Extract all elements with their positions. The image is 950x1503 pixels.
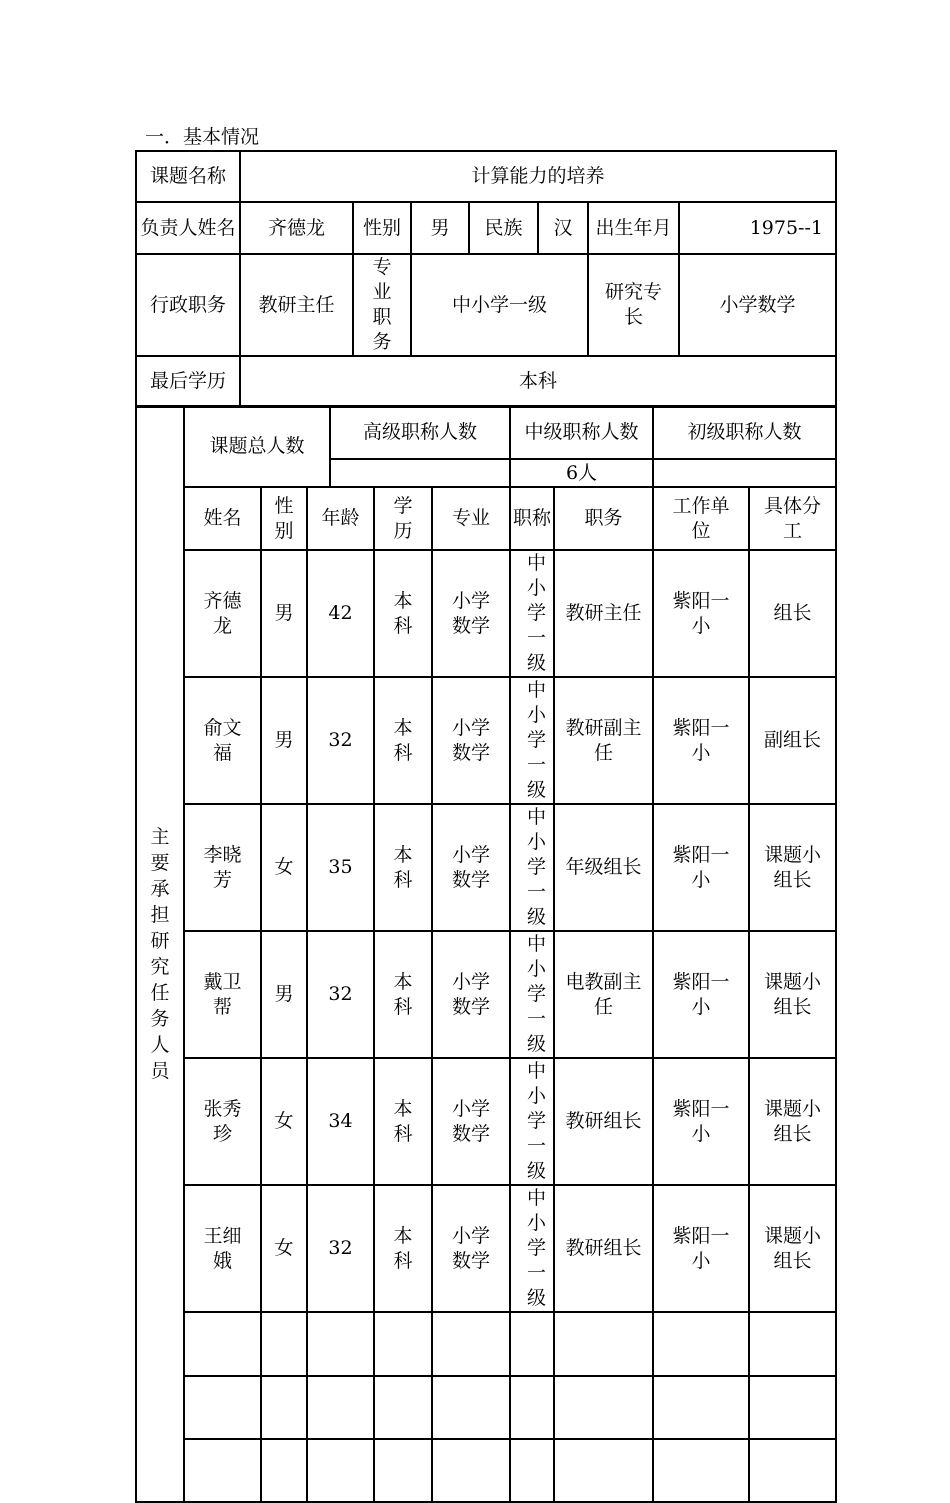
member-edu: 本科 xyxy=(374,804,432,931)
member-edu: 本科 xyxy=(374,1185,432,1312)
member-role: 课题小组长 xyxy=(749,1185,836,1312)
member-age: 42 xyxy=(307,550,374,677)
senior-label: 高级职称人数 xyxy=(330,406,510,459)
total-label: 课题总人数 xyxy=(184,406,330,487)
member-age: 35 xyxy=(307,804,374,931)
member-major: 小学数学 xyxy=(432,804,510,931)
member-gender: 男 xyxy=(261,677,307,804)
birth-value: 1975--1 xyxy=(679,202,836,254)
col-header-title: 职称 xyxy=(510,487,554,550)
topic-label: 课题名称 xyxy=(136,151,240,202)
member-post: 教研组长 xyxy=(554,1185,653,1312)
member-age: 32 xyxy=(307,931,374,1058)
member-role: 组长 xyxy=(749,550,836,677)
col-header-role: 具体分工 xyxy=(749,487,836,550)
table-row xyxy=(136,550,836,677)
prof-title-value: 中小学一级 xyxy=(411,254,588,356)
member-unit: 紫阳一小 xyxy=(653,550,749,677)
col-header-post: 职务 xyxy=(554,487,653,550)
table-row xyxy=(136,1185,836,1312)
member-name: 齐德龙 xyxy=(184,550,261,677)
empty-row xyxy=(136,1439,836,1502)
col-header-major: 专业 xyxy=(432,487,510,550)
gender-value: 男 xyxy=(411,202,469,254)
edu-value: 本科 xyxy=(240,356,836,407)
team-side-label: 主要承担研究任务人员 xyxy=(136,406,184,1502)
member-major: 小学数学 xyxy=(432,1185,510,1312)
table-row xyxy=(136,1058,836,1185)
member-name: 俞文福 xyxy=(184,677,261,804)
member-name: 李晓芳 xyxy=(184,804,261,931)
member-unit: 紫阳一小 xyxy=(653,804,749,931)
table-row xyxy=(136,931,836,1058)
empty-row xyxy=(136,1312,836,1376)
member-edu: 本科 xyxy=(374,677,432,804)
member-name: 张秀珍 xyxy=(184,1058,261,1185)
junior-value xyxy=(653,459,836,487)
member-name: 王细娥 xyxy=(184,1185,261,1312)
table-row xyxy=(136,677,836,804)
member-role: 副组长 xyxy=(749,677,836,804)
member-gender: 男 xyxy=(261,931,307,1058)
birth-label: 出生年月 xyxy=(588,202,679,254)
member-edu: 本科 xyxy=(374,550,432,677)
member-role: 课题小组长 xyxy=(749,804,836,931)
specialty-label: 研究专长 xyxy=(588,254,679,356)
member-gender: 男 xyxy=(261,550,307,677)
member-gender: 女 xyxy=(261,1185,307,1312)
member-gender: 女 xyxy=(261,804,307,931)
member-unit: 紫阳一小 xyxy=(653,931,749,1058)
col-header-name: 姓名 xyxy=(184,487,261,550)
table-row xyxy=(136,804,836,931)
member-post: 教研副主任 xyxy=(554,677,653,804)
member-post: 电教副主任 xyxy=(554,931,653,1058)
member-post: 教研组长 xyxy=(554,1058,653,1185)
prof-title-label: 专业职务 xyxy=(353,254,411,356)
team-table xyxy=(135,405,837,1503)
member-gender: 女 xyxy=(261,1058,307,1185)
member-age: 32 xyxy=(307,677,374,804)
member-edu: 本科 xyxy=(374,1058,432,1185)
member-post: 教研主任 xyxy=(554,550,653,677)
topic-value: 计算能力的培养 xyxy=(240,151,836,202)
member-unit: 紫阳一小 xyxy=(653,1058,749,1185)
member-unit: 紫阳一小 xyxy=(653,1185,749,1312)
member-title: 中小学一级 xyxy=(510,677,554,804)
edu-label: 最后学历 xyxy=(136,356,240,407)
member-major: 小学数学 xyxy=(432,677,510,804)
member-role: 课题小组长 xyxy=(749,1058,836,1185)
team-header-row xyxy=(136,487,836,550)
ethnic-value: 汉 xyxy=(538,202,588,254)
gender-label: 性别 xyxy=(353,202,411,254)
member-post: 年级组长 xyxy=(554,804,653,931)
admin-label: 行政职务 xyxy=(136,254,240,356)
leader-value: 齐德龙 xyxy=(240,202,353,254)
basic-info-table xyxy=(135,150,837,408)
member-title: 中小学一级 xyxy=(510,1185,554,1312)
col-header-unit: 工作单位 xyxy=(653,487,749,550)
col-header-gender: 性别 xyxy=(261,487,307,550)
member-major: 小学数学 xyxy=(432,550,510,677)
leader-label: 负责人姓名 xyxy=(136,202,240,254)
member-age: 34 xyxy=(307,1058,374,1185)
member-age: 32 xyxy=(307,1185,374,1312)
admin-value: 教研主任 xyxy=(240,254,353,356)
ethnic-label: 民族 xyxy=(469,202,538,254)
member-edu: 本科 xyxy=(374,931,432,1058)
empty-row xyxy=(136,1376,836,1439)
middle-value: 6人 xyxy=(510,459,653,487)
member-name: 戴卫帮 xyxy=(184,931,261,1058)
junior-label: 初级职称人数 xyxy=(653,406,836,459)
member-title: 中小学一级 xyxy=(510,550,554,677)
member-unit: 紫阳一小 xyxy=(653,677,749,804)
member-title: 中小学一级 xyxy=(510,804,554,931)
member-role: 课题小组长 xyxy=(749,931,836,1058)
senior-value xyxy=(330,459,510,487)
member-major: 小学数学 xyxy=(432,1058,510,1185)
member-title: 中小学一级 xyxy=(510,1058,554,1185)
col-header-age: 年龄 xyxy=(307,487,374,550)
member-major: 小学数学 xyxy=(432,931,510,1058)
middle-label: 中级职称人数 xyxy=(510,406,653,459)
col-header-edu: 学历 xyxy=(374,487,432,550)
member-title: 中小学一级 xyxy=(510,931,554,1058)
section-heading: 一．基本情况 xyxy=(145,126,260,148)
specialty-value: 小学数学 xyxy=(679,254,836,356)
